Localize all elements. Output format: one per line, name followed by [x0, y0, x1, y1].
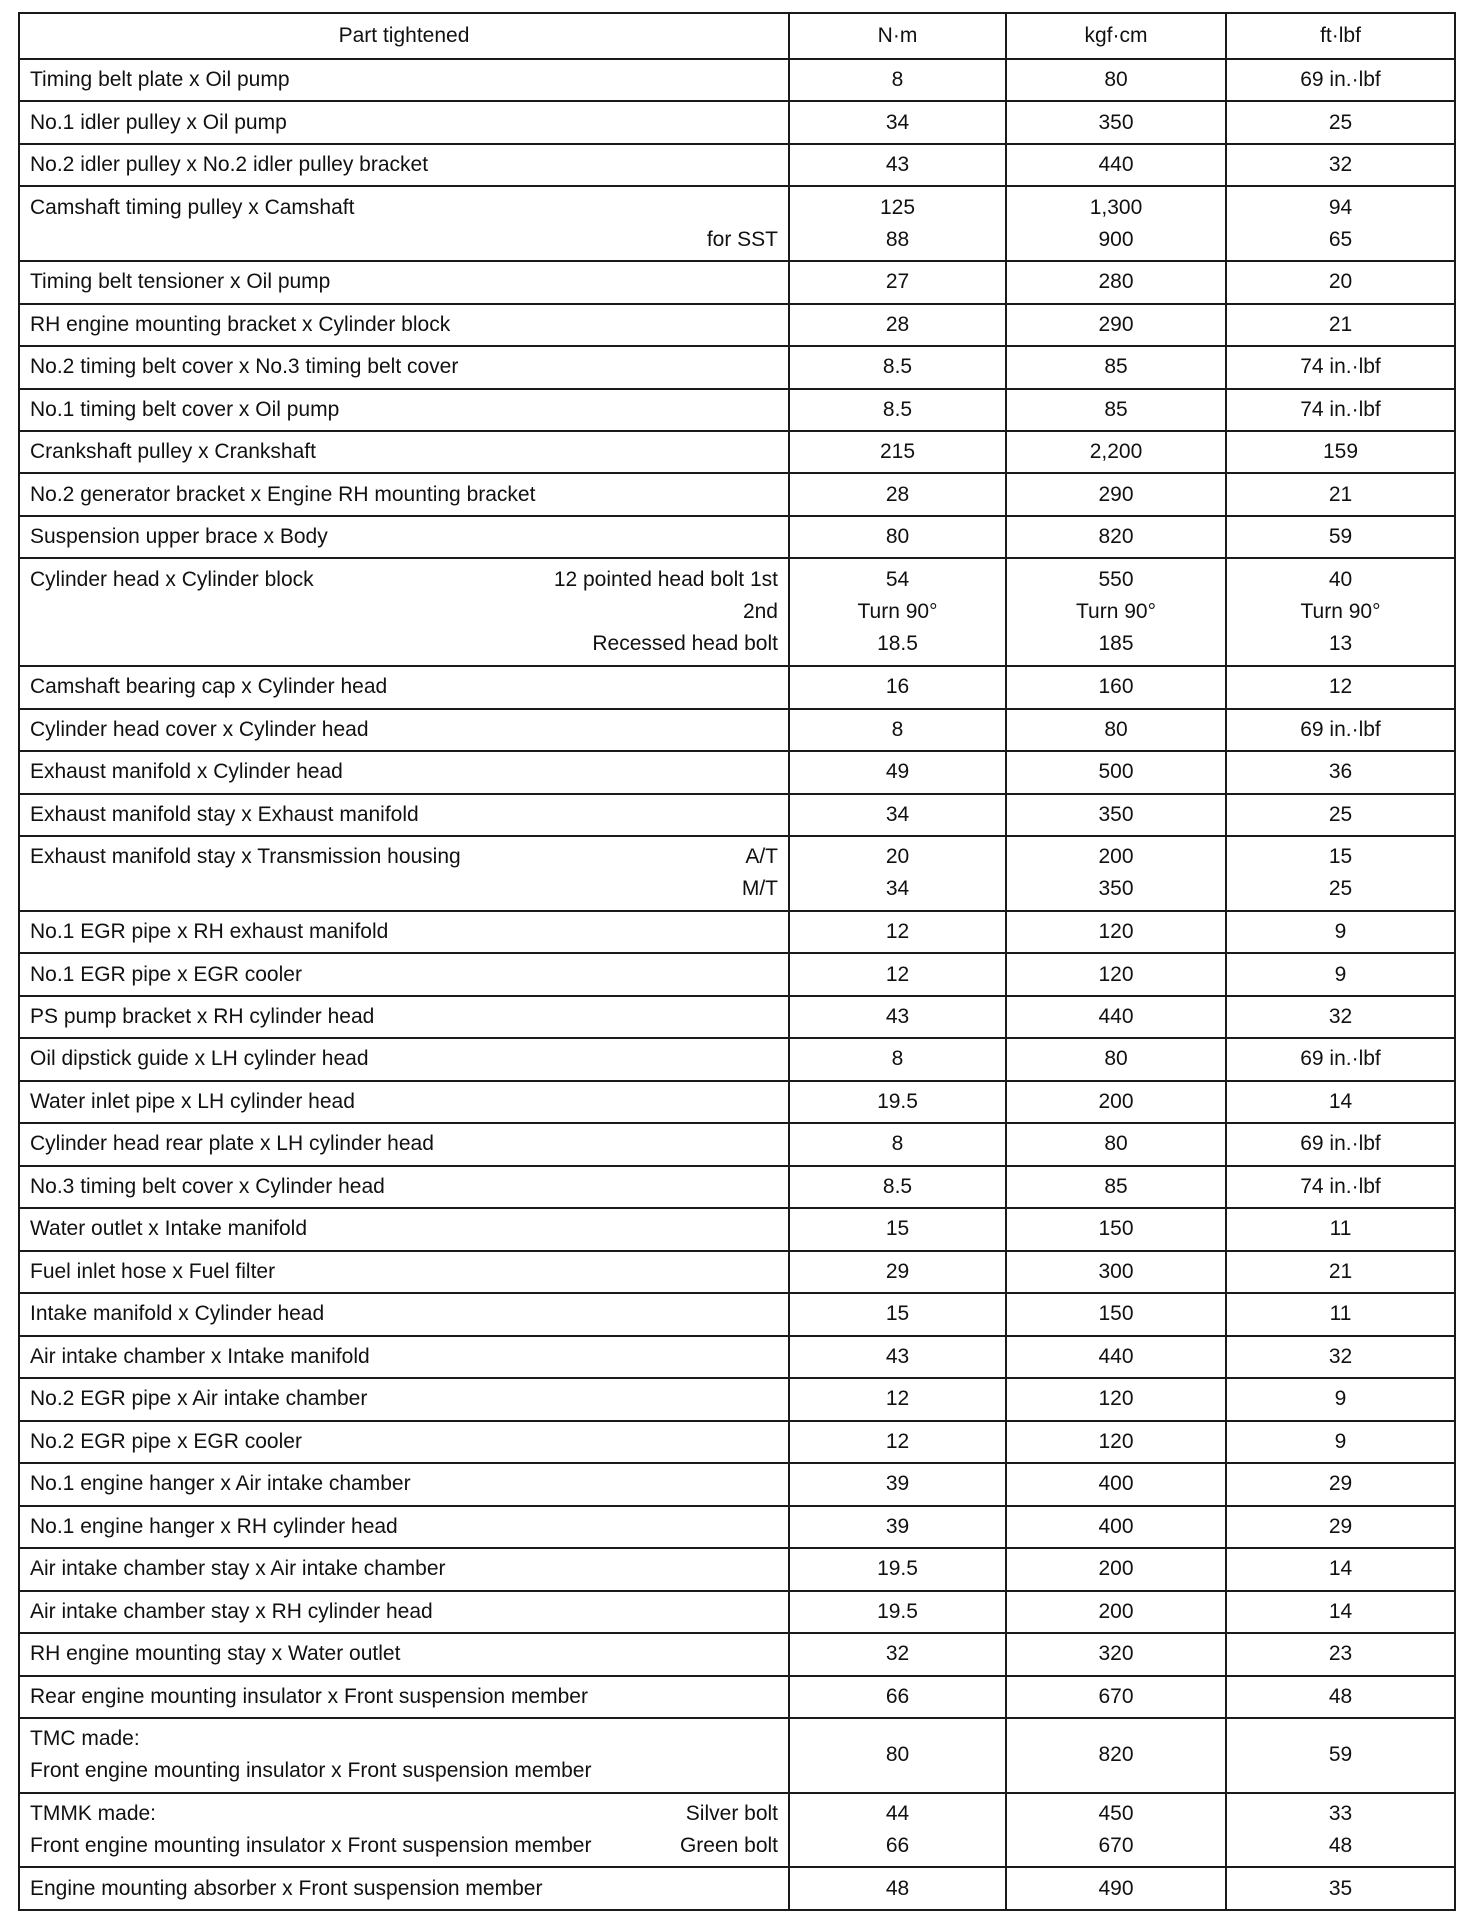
- kgf-cell: 280: [1006, 261, 1226, 303]
- sub-label-1: 12 pointed head bolt 1st: [553, 568, 778, 592]
- kgf-cell: 120: [1006, 1378, 1226, 1420]
- ft-cell: 159: [1226, 431, 1455, 473]
- ft-cell: 36: [1226, 751, 1455, 793]
- part-cell: Intake manifold x Cylinder head: [19, 1293, 789, 1335]
- table-row: [19, 431, 1455, 473]
- ft-cell: 32: [1226, 996, 1455, 1038]
- part-cell: No.3 timing belt cover x Cylinder head: [19, 1166, 789, 1208]
- table-row: [19, 1378, 1455, 1420]
- nm-cell: 29: [789, 1251, 1006, 1293]
- kgf-cell: 500: [1006, 751, 1226, 793]
- part-cell: Air intake chamber x Intake manifold: [19, 1336, 789, 1378]
- kgf-cell: [1006, 558, 1226, 666]
- nm-cell: 66: [789, 1676, 1006, 1718]
- nm-cell: [789, 1793, 1006, 1868]
- nm-value-3: 18.5: [877, 632, 918, 656]
- ft-cell: 21: [1226, 1251, 1455, 1293]
- kgf-cell: 120: [1006, 911, 1226, 953]
- part-cell: No.1 timing belt cover x Oil pump: [19, 389, 789, 431]
- part-cell: No.2 idler pulley x No.2 idler pulley bracket: [19, 144, 789, 186]
- part-cell: [19, 558, 789, 666]
- maker-label: TMC made:: [30, 1727, 140, 1751]
- ft-cell: 14: [1226, 1591, 1455, 1633]
- table-row: [19, 516, 1455, 558]
- ft-cell: [1226, 836, 1455, 911]
- kgf-cell: 300: [1006, 1251, 1226, 1293]
- kgf-cell: 120: [1006, 953, 1226, 995]
- nm-cell: 34: [789, 794, 1006, 836]
- ft-cell: 25: [1226, 101, 1455, 143]
- kgf-cell: 200: [1006, 1591, 1226, 1633]
- table-row: [19, 1123, 1455, 1165]
- ft-cell: 14: [1226, 1548, 1455, 1590]
- nm-value-1: 54: [885, 568, 910, 592]
- part-cell: No.2 timing belt cover x No.3 timing belt cover: [19, 346, 789, 388]
- kgf-value-2: 670: [1098, 1833, 1134, 1857]
- part-cell: Water outlet x Intake manifold: [19, 1208, 789, 1250]
- kgf-cell: 290: [1006, 473, 1226, 515]
- part-line-1: [30, 841, 778, 873]
- table-row: [19, 1081, 1455, 1123]
- part-cell: Cylinder head rear plate x LH cylinder head: [19, 1123, 789, 1165]
- ft-value-2: Turn 90°: [1300, 600, 1381, 624]
- table-row: [19, 1793, 1455, 1868]
- kgf-cell: 2,200: [1006, 431, 1226, 473]
- kgf-cell: 200: [1006, 1081, 1226, 1123]
- table-row: [19, 1867, 1455, 1910]
- kgf-cell: 150: [1006, 1293, 1226, 1335]
- kgf-cell: 320: [1006, 1633, 1226, 1675]
- nm-value-1: 20: [885, 845, 910, 869]
- part-cell: No.1 EGR pipe x RH exhaust manifold: [19, 911, 789, 953]
- nm-cell: 49: [789, 751, 1006, 793]
- table-row: [19, 1421, 1455, 1463]
- kgf-cell: 80: [1006, 1038, 1226, 1080]
- part-cell: Suspension upper brace x Body: [19, 516, 789, 558]
- part-cell: Cylinder head cover x Cylinder head: [19, 709, 789, 751]
- nm-cell: 19.5: [789, 1081, 1006, 1123]
- nm-cell: 80: [789, 516, 1006, 558]
- kgf-cell: 85: [1006, 346, 1226, 388]
- ft-cell: 20: [1226, 261, 1455, 303]
- table-row: [19, 1548, 1455, 1590]
- table-row: [19, 389, 1455, 431]
- part-label: Exhaust manifold stay x Transmission housing: [30, 845, 461, 869]
- nm-value: 125: [879, 195, 916, 219]
- sub-label-2: 2nd: [742, 600, 778, 624]
- ft-cell: 9: [1226, 953, 1455, 995]
- ft-cell: 69 in.·lbf: [1226, 709, 1455, 751]
- part-cell: Air intake chamber stay x Air intake chamber: [19, 1548, 789, 1590]
- nm-cell: 28: [789, 473, 1006, 515]
- kgf-value-2: 350: [1098, 877, 1134, 901]
- table-row: [19, 953, 1455, 995]
- header-nm: N·m: [789, 13, 1006, 59]
- part-label: Cylinder head x Cylinder block: [30, 568, 314, 592]
- kgf-cell: 290: [1006, 304, 1226, 346]
- table-row: [19, 1591, 1455, 1633]
- ft-cell: 29: [1226, 1506, 1455, 1548]
- nm-cell: 8.5: [789, 1166, 1006, 1208]
- ft-value: 94: [1328, 195, 1353, 219]
- kgf-cell: 80: [1006, 59, 1226, 101]
- nm-value-2: 66: [885, 1833, 910, 1857]
- kgf-cell: [1006, 836, 1226, 911]
- nm-cell: 8: [789, 1123, 1006, 1165]
- nm-cell: 15: [789, 1293, 1006, 1335]
- header-row: [19, 13, 1455, 59]
- ft-cell: 21: [1226, 473, 1455, 515]
- part-cell: Oil dipstick guide x LH cylinder head: [19, 1038, 789, 1080]
- kgf-cell: 85: [1006, 389, 1226, 431]
- table-row: [19, 751, 1455, 793]
- part-cell: No.2 EGR pipe x Air intake chamber: [19, 1378, 789, 1420]
- table-row: [19, 186, 1455, 261]
- table-row: [19, 794, 1455, 836]
- kgf-value-1: 550: [1098, 568, 1134, 592]
- kgf-value-1: 200: [1098, 845, 1134, 869]
- nm-cell: 19.5: [789, 1548, 1006, 1590]
- kgf-cell: 350: [1006, 101, 1226, 143]
- nm-cell: 43: [789, 996, 1006, 1038]
- table-row: [19, 1166, 1455, 1208]
- part-cell: No.1 engine hanger x RH cylinder head: [19, 1506, 789, 1548]
- ft-cell: 59: [1226, 1718, 1455, 1793]
- ft-cell: [1226, 186, 1455, 261]
- part-cell: [19, 186, 789, 261]
- part-cell: Engine mounting absorber x Front suspension member: [19, 1867, 789, 1910]
- ft-cell: 74 in.·lbf: [1226, 1166, 1455, 1208]
- maker-label: TMMK made:: [30, 1801, 157, 1825]
- kgf-cell: 150: [1006, 1208, 1226, 1250]
- part-cell: Rear engine mounting insulator x Front suspension member: [19, 1676, 789, 1718]
- nm-cell: 12: [789, 953, 1006, 995]
- kgf-value-1: 450: [1098, 1801, 1134, 1825]
- nm-value-2: Turn 90°: [857, 600, 938, 624]
- table-row: [19, 1038, 1455, 1080]
- table-row: [19, 59, 1455, 101]
- ft-cell: 9: [1226, 911, 1455, 953]
- nm-cell: 48: [789, 1867, 1006, 1910]
- ft-cell: 12: [1226, 666, 1455, 708]
- nm-cell: [789, 186, 1006, 261]
- nm-cell: 8.5: [789, 346, 1006, 388]
- table-row: [19, 261, 1455, 303]
- table-row: [19, 911, 1455, 953]
- part-cell: No.2 EGR pipe x EGR cooler: [19, 1421, 789, 1463]
- sub-label-1: A/T: [745, 845, 778, 869]
- nm-cell: 43: [789, 144, 1006, 186]
- part-cell: No.1 EGR pipe x EGR cooler: [19, 953, 789, 995]
- ft-cell: 69 in.·lbf: [1226, 59, 1455, 101]
- part-cell: Timing belt tensioner x Oil pump: [19, 261, 789, 303]
- kgf-cell: 160: [1006, 666, 1226, 708]
- part-cell: [19, 1793, 789, 1868]
- part-label: Camshaft timing pulley x Camshaft: [30, 195, 355, 219]
- part-line-2: [30, 1830, 778, 1862]
- torque-spec-table: [18, 12, 1456, 1911]
- kgf-sub-value: 900: [1098, 227, 1134, 251]
- part-cell: Water inlet pipe x LH cylinder head: [19, 1081, 789, 1123]
- kgf-cell: 120: [1006, 1421, 1226, 1463]
- ft-cell: 11: [1226, 1208, 1455, 1250]
- part-cell: [19, 1718, 789, 1793]
- nm-cell: 39: [789, 1506, 1006, 1548]
- kgf-cell: 80: [1006, 709, 1226, 751]
- part-cell: Timing belt plate x Oil pump: [19, 59, 789, 101]
- ft-cell: 11: [1226, 1293, 1455, 1335]
- part-cell: Crankshaft pulley x Crankshaft: [19, 431, 789, 473]
- kgf-cell: 200: [1006, 1548, 1226, 1590]
- ft-cell: 23: [1226, 1633, 1455, 1675]
- ft-cell: 9: [1226, 1378, 1455, 1420]
- kgf-cell: 670: [1006, 1676, 1226, 1718]
- nm-value-2: 34: [885, 877, 910, 901]
- part-label: Front engine mounting insulator x Front suspension member: [30, 1833, 592, 1857]
- ft-cell: 74 in.·lbf: [1226, 389, 1455, 431]
- kgf-value-3: 185: [1098, 632, 1134, 656]
- nm-cell: 32: [789, 1633, 1006, 1675]
- header-ft: ft·lbf: [1226, 13, 1455, 59]
- table-row: [19, 1676, 1455, 1718]
- table-row: [19, 1293, 1455, 1335]
- kgf-cell: 440: [1006, 144, 1226, 186]
- part-line-1: [30, 1798, 778, 1830]
- ft-cell: 21: [1226, 304, 1455, 346]
- nm-cell: 12: [789, 1421, 1006, 1463]
- ft-cell: 14: [1226, 1081, 1455, 1123]
- part-cell: Exhaust manifold stay x Exhaust manifold: [19, 794, 789, 836]
- nm-cell: 8: [789, 59, 1006, 101]
- table-row: [19, 836, 1455, 911]
- table-row: [19, 1718, 1455, 1793]
- kgf-cell: 440: [1006, 1336, 1226, 1378]
- table-row: [19, 101, 1455, 143]
- nm-cell: [789, 558, 1006, 666]
- ft-cell: 29: [1226, 1463, 1455, 1505]
- nm-cell: 8: [789, 1038, 1006, 1080]
- nm-cell: 80: [789, 1718, 1006, 1793]
- table-row: [19, 709, 1455, 751]
- nm-cell: 8: [789, 709, 1006, 751]
- header-part: Part tightened: [19, 13, 789, 59]
- ft-value-1: 15: [1328, 845, 1353, 869]
- part-cell: [19, 836, 789, 911]
- ft-value-3: 13: [1328, 632, 1353, 656]
- table-row: [19, 144, 1455, 186]
- part-cell: No.1 engine hanger x Air intake chamber: [19, 1463, 789, 1505]
- ft-cell: 35: [1226, 1867, 1455, 1910]
- ft-value-2: 48: [1328, 1833, 1353, 1857]
- kgf-cell: 490: [1006, 1867, 1226, 1910]
- table-row: [19, 666, 1455, 708]
- kgf-value-2: Turn 90°: [1076, 600, 1156, 624]
- part-cell: Fuel inlet hose x Fuel filter: [19, 1251, 789, 1293]
- part-cell: Air intake chamber stay x RH cylinder head: [19, 1591, 789, 1633]
- kgf-cell: 820: [1006, 516, 1226, 558]
- kgf-cell: [1006, 186, 1226, 261]
- part-cell: No.1 idler pulley x Oil pump: [19, 101, 789, 143]
- header-kgf: kgf·cm: [1006, 13, 1226, 59]
- nm-cell: 12: [789, 911, 1006, 953]
- ft-cell: 69 in.·lbf: [1226, 1123, 1455, 1165]
- nm-cell: 19.5: [789, 1591, 1006, 1633]
- nm-cell: 16: [789, 666, 1006, 708]
- nm-value-1: 44: [885, 1801, 910, 1825]
- table-row: [19, 473, 1455, 515]
- part-line-1: [30, 564, 778, 596]
- nm-cell: 27: [789, 261, 1006, 303]
- nm-cell: 28: [789, 304, 1006, 346]
- table-row: [19, 1633, 1455, 1675]
- nm-cell: 34: [789, 101, 1006, 143]
- ft-value-2: 25: [1328, 877, 1353, 901]
- sub-label-1: Silver bolt: [685, 1801, 778, 1825]
- nm-cell: [789, 836, 1006, 911]
- part-cell: RH engine mounting stay x Water outlet: [19, 1633, 789, 1675]
- sub-label-2: Green bolt: [679, 1833, 778, 1857]
- table-row: [19, 1208, 1455, 1250]
- ft-cell: 25: [1226, 794, 1455, 836]
- ft-cell: 48: [1226, 1676, 1455, 1718]
- ft-cell: 59: [1226, 516, 1455, 558]
- table-row: [19, 1463, 1455, 1505]
- sub-label: for SST: [706, 227, 778, 251]
- kgf-cell: [1006, 1793, 1226, 1868]
- table-row: [19, 346, 1455, 388]
- ft-sub-value: 65: [1328, 227, 1353, 251]
- table-row: [19, 1336, 1455, 1378]
- kgf-cell: 400: [1006, 1463, 1226, 1505]
- table-row: [19, 1251, 1455, 1293]
- kgf-cell: 400: [1006, 1506, 1226, 1548]
- table-row: [19, 558, 1455, 666]
- nm-cell: 43: [789, 1336, 1006, 1378]
- nm-cell: 15: [789, 1208, 1006, 1250]
- ft-cell: 32: [1226, 144, 1455, 186]
- kgf-value: 1,300: [1089, 195, 1143, 219]
- ft-value-1: 40: [1328, 568, 1353, 592]
- kgf-cell: 820: [1006, 1718, 1226, 1793]
- ft-cell: [1226, 558, 1455, 666]
- nm-cell: 215: [789, 431, 1006, 473]
- ft-cell: 69 in.·lbf: [1226, 1038, 1455, 1080]
- ft-cell: [1226, 1793, 1455, 1868]
- part-cell: Exhaust manifold x Cylinder head: [19, 751, 789, 793]
- ft-value-1: 33: [1328, 1801, 1353, 1825]
- part-cell: PS pump bracket x RH cylinder head: [19, 996, 789, 1038]
- table-row: [19, 996, 1455, 1038]
- part-cell: RH engine mounting bracket x Cylinder block: [19, 304, 789, 346]
- ft-cell: 74 in.·lbf: [1226, 346, 1455, 388]
- kgf-cell: 440: [1006, 996, 1226, 1038]
- kgf-cell: 80: [1006, 1123, 1226, 1165]
- kgf-cell: 350: [1006, 794, 1226, 836]
- ft-cell: 9: [1226, 1421, 1455, 1463]
- sub-label-2: M/T: [741, 877, 778, 901]
- nm-cell: 39: [789, 1463, 1006, 1505]
- table-row: [19, 304, 1455, 346]
- part-cell: Camshaft bearing cap x Cylinder head: [19, 666, 789, 708]
- sub-label-3: Recessed head bolt: [592, 632, 778, 656]
- nm-cell: 12: [789, 1378, 1006, 1420]
- ft-cell: 32: [1226, 1336, 1455, 1378]
- nm-sub-value: 88: [885, 227, 910, 251]
- part-cell: No.2 generator bracket x Engine RH mounting bracket: [19, 473, 789, 515]
- part-label: Front engine mounting insulator x Front suspension member: [30, 1759, 592, 1783]
- table-row: [19, 1506, 1455, 1548]
- nm-cell: 8.5: [789, 389, 1006, 431]
- kgf-cell: 85: [1006, 1166, 1226, 1208]
